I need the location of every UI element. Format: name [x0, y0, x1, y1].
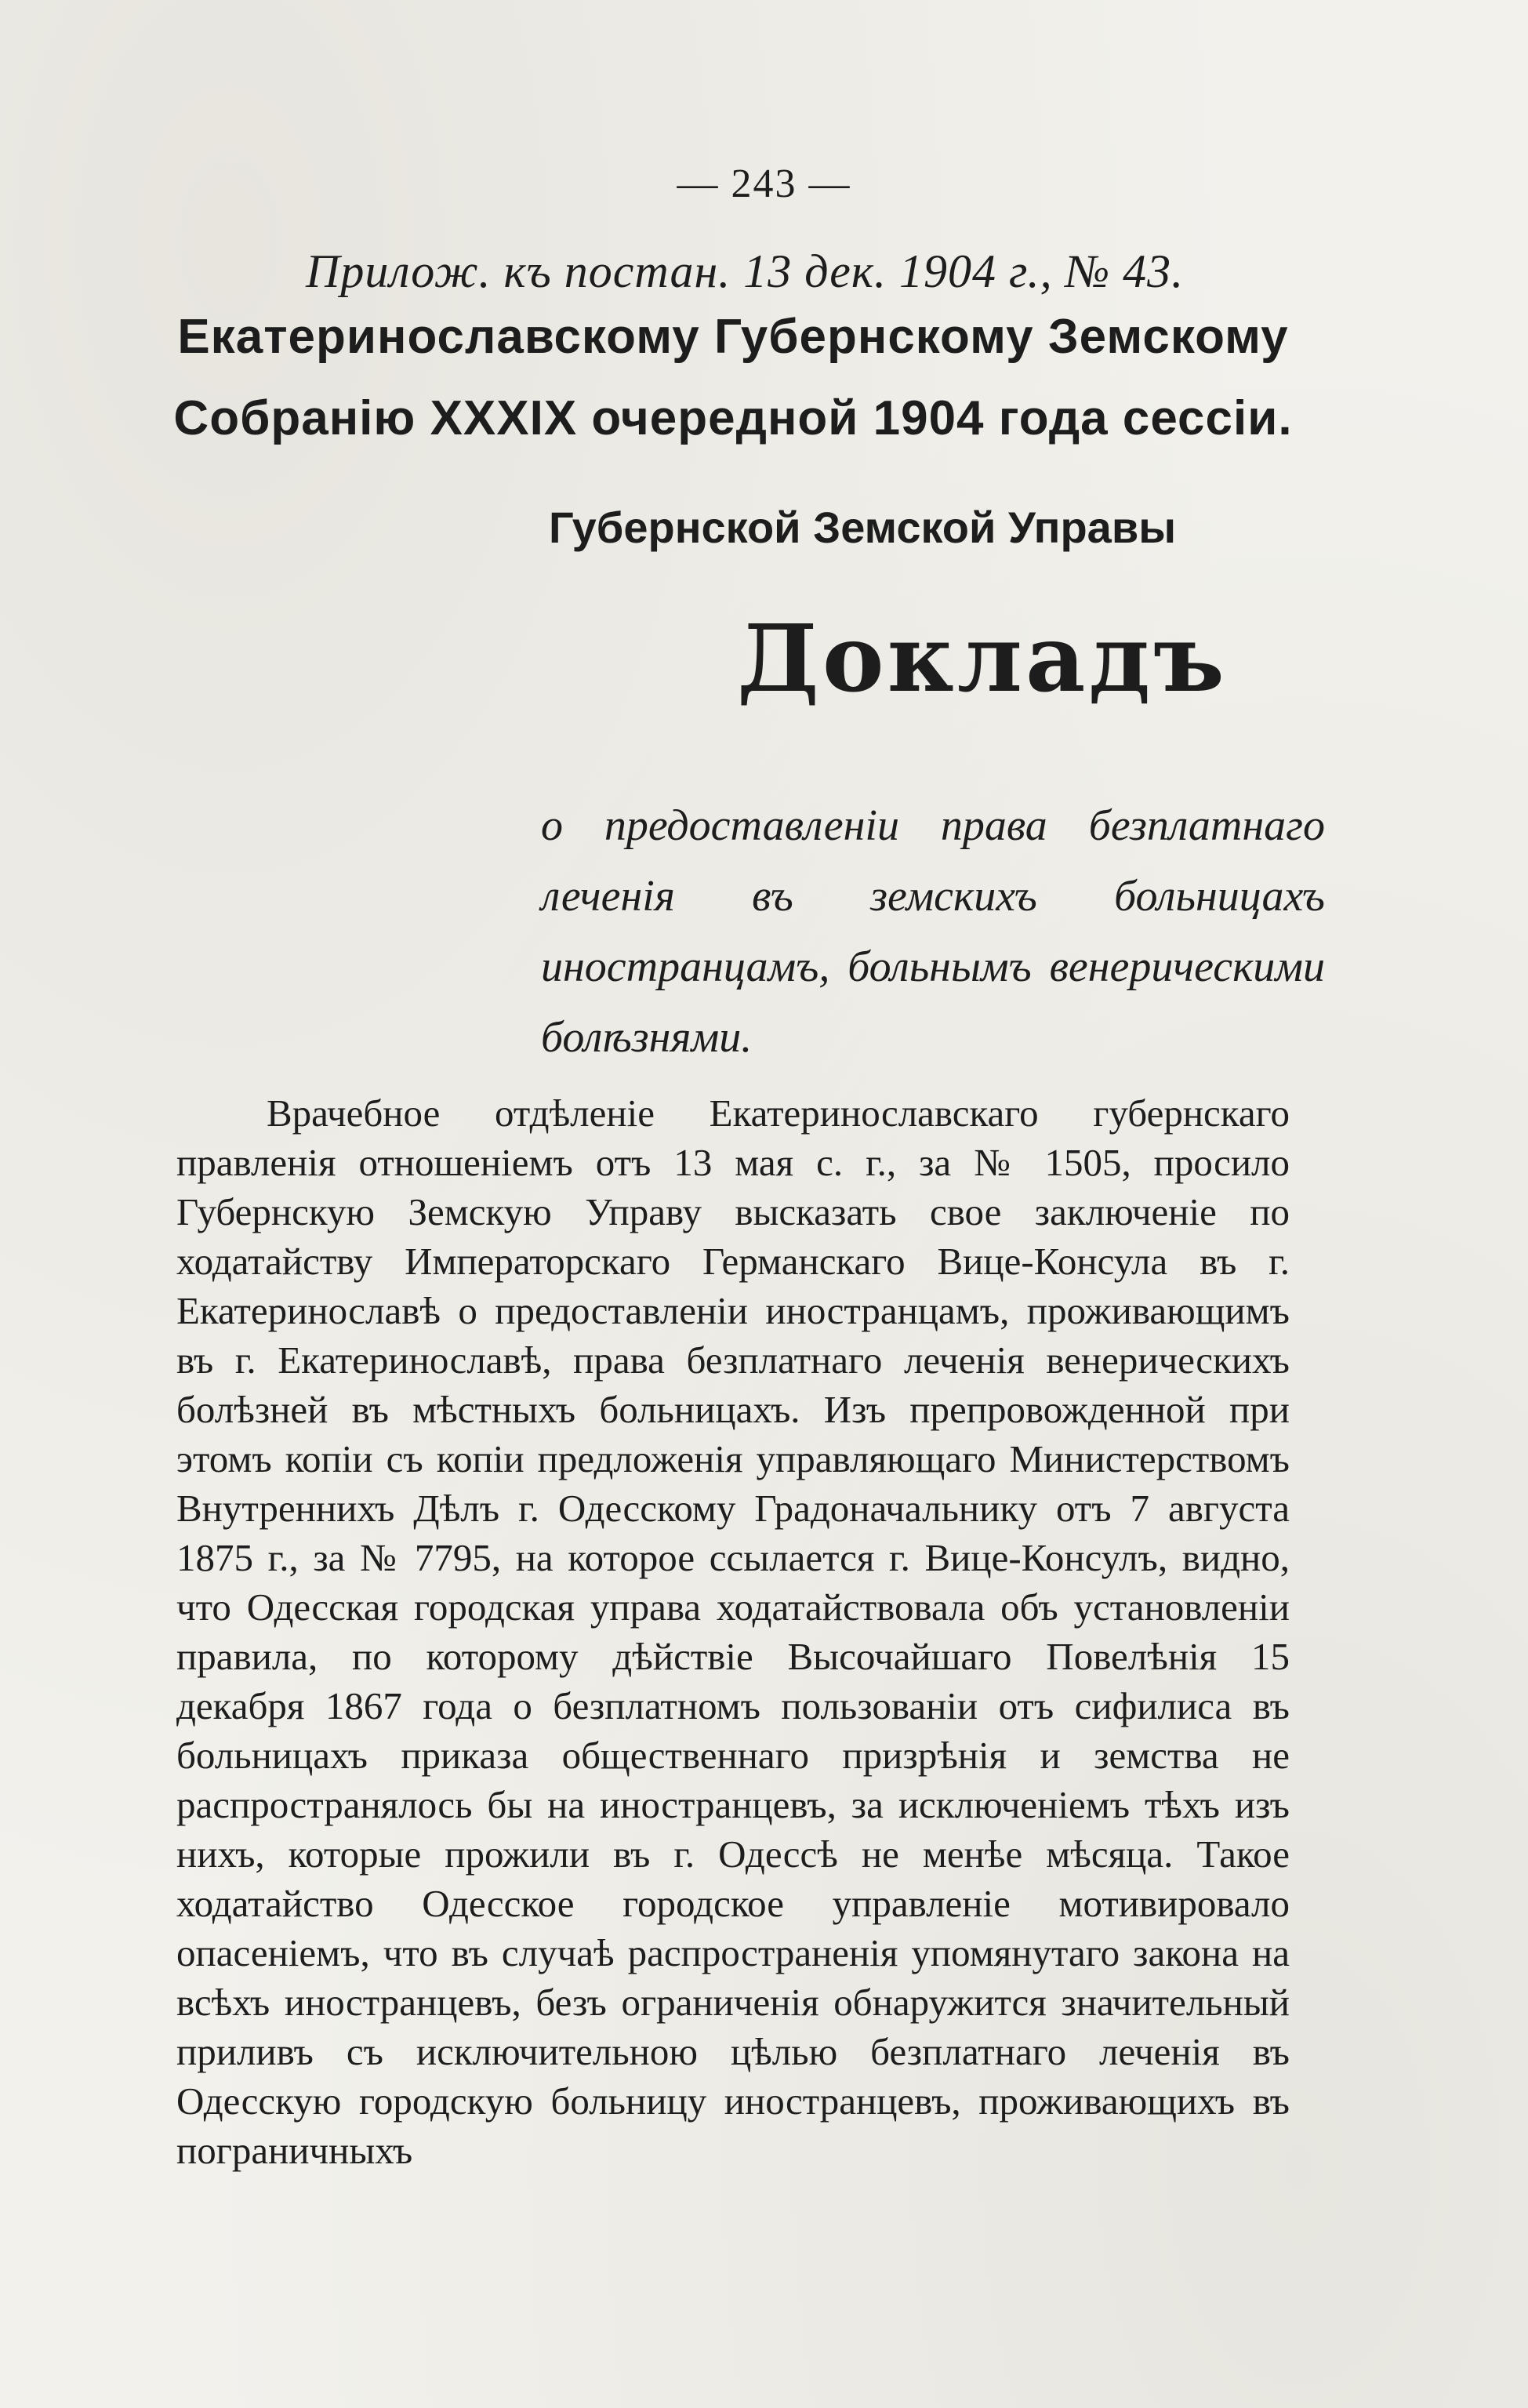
report-subject: о предоставленіи права безплатнаго леченія въ земскихъ больницахъ иностранцамъ, больнымъ венерическими болѣзнями.: [541, 801, 1325, 1062]
issuer-heading: Губернской Земской Управы: [549, 503, 1177, 552]
addressee-heading: Екатеринославскому Губернскому Земскому Собранію XXXIX очередной 1904 года сессіи.: [173, 310, 1293, 445]
document-title: Докладъ: [737, 604, 1228, 713]
appendix-note: Прилож. къ постан. 13 дек. 1904 г., № 43.: [306, 245, 1185, 297]
page-number: — 243 —: [677, 162, 851, 206]
body-paragraph: Врачебное отдѣленіе Екатеринославскаго губернскаго правленія отношеніемъ отъ 13 мая с. г., за № 1505, просило Губернскую Земскую Управу высказать свое заключеніе по ходатайству Императорскаго Германскаго Вице-Консула въ г. Екатеринославѣ о предоставленіи иностранцамъ, проживающимъ въ г. Екатеринославѣ, права безплатнаго леченія венерическихъ болѣзней въ мѣстныхъ больницахъ. Изъ препровожденной при этомъ копіи съ копіи предложенія управляющаго Министерствомъ Внутреннихъ Дѣлъ г. Одесскому Градоначальнику отъ 7 августа 1875 г., за № 7795, на которое ссылается г. Вице-Консулъ, видно, что Одесская городская управа ходатайствовала объ установленіи правила, по которому дѣйствіе Высочайшаго Повелѣнія 15 декабря 1867 года о безплатномъ пользованіи отъ сифилиса въ больницахъ приказа общественнаго призрѣнія и земства не распространялось бы на иностранцевъ, за исключеніемъ тѣхъ изъ нихъ, которые прожили въ г. Одессѣ не менѣе мѣсяца. Такое ходатайство Одесское городское управленіе мотивировало опасеніемъ, что въ случаѣ распространенія упомянутаго закона на всѣхъ иностранцевъ, безъ ограниченія обнаружится значительный приливъ съ исключительною цѣлью безплатнаго леченія въ Одесскую городскую больницу иностранцевъ, проживающихъ въ пограничныхъ: [176, 1091, 1290, 2172]
